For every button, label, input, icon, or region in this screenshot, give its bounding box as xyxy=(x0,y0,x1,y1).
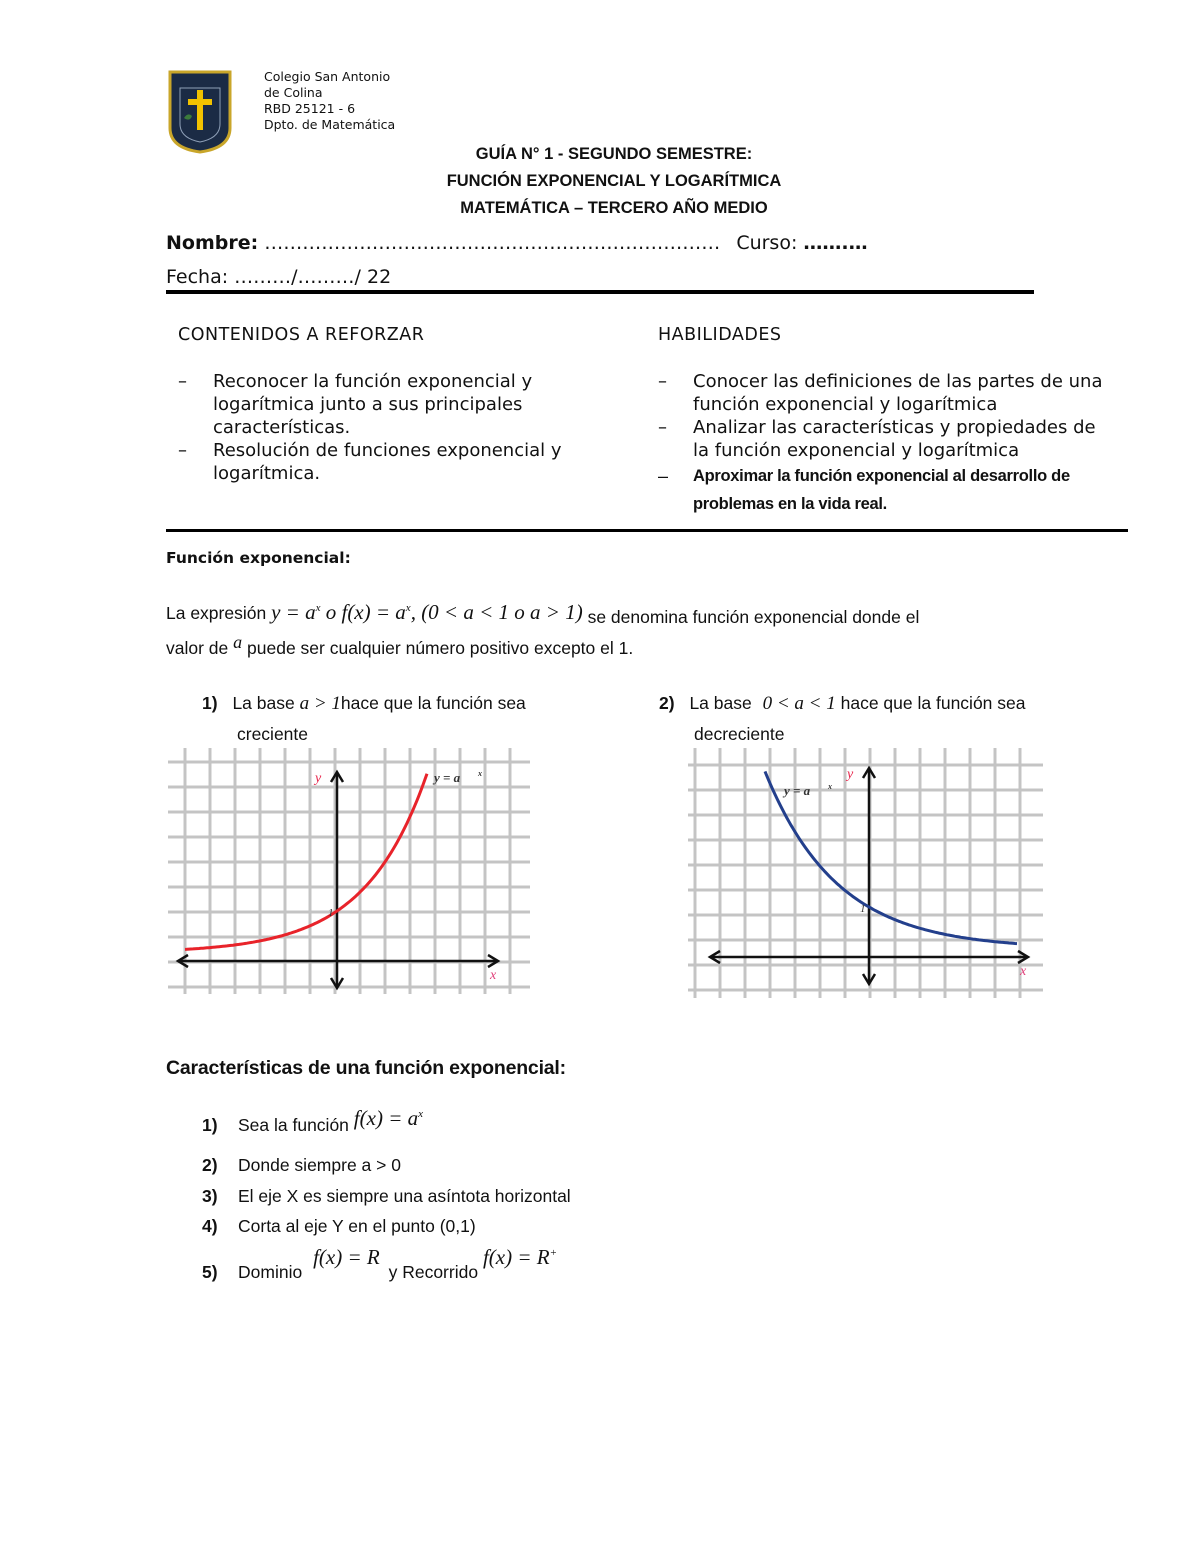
text: hace que la función sea xyxy=(840,693,1026,713)
item-text: Corta al eje Y en el punto (0,1) xyxy=(238,1216,476,1236)
formula xyxy=(271,600,583,624)
math: , (0 < a < 1 o a > 1) xyxy=(410,600,583,624)
decay-graph xyxy=(688,748,1043,998)
guide-subject: FUNCIÓN EXPONENCIAL Y LOGARÍTMICA xyxy=(446,172,782,190)
x-axis-label: x xyxy=(490,968,497,983)
item-number: 2) xyxy=(202,1155,218,1175)
characteristic-item xyxy=(202,1216,476,1237)
exponent: + xyxy=(549,1247,558,1259)
case-decay xyxy=(659,693,1026,715)
section-heading-function: Función exponencial: xyxy=(166,549,351,567)
item-number: 1) xyxy=(202,1115,218,1135)
school-department: Dpto. de Matemática xyxy=(264,117,396,132)
item-number: 3) xyxy=(202,1186,218,1206)
curve-label: y = a xyxy=(434,770,461,785)
school-info xyxy=(264,69,395,133)
characteristic-item xyxy=(202,1106,423,1137)
x-axis-label: x xyxy=(1020,964,1027,979)
item-text: El eje X es siempre una asíntota horizontal xyxy=(238,1186,571,1206)
item-number: 5) xyxy=(202,1262,218,1282)
item-text: Donde siempre a > 0 xyxy=(238,1155,401,1175)
definition-line-2 xyxy=(166,632,634,659)
text: La base xyxy=(232,693,295,713)
skills-item: – Conocer las definiciones de las partes de una función exponencial y logarítmica xyxy=(658,371,1103,415)
characteristic-item xyxy=(202,1186,571,1207)
case-growth-word: creciente xyxy=(237,724,309,744)
curve-label: y = a xyxy=(784,783,811,798)
course-label: Curso: xyxy=(736,232,798,254)
skills-item-text: Conocer las definiciones de las partes de una función exponencial y logarítmica xyxy=(693,371,1103,415)
guide-level: MATEMÁTICA – TERCERO AÑO MEDIO xyxy=(460,199,768,217)
contents-item: – Reconocer la función exponencial y logarítmica junto a sus principales características. xyxy=(178,371,533,438)
item-text: Sea la función xyxy=(238,1115,349,1135)
intercept-label: 1 xyxy=(328,907,334,919)
exponent: x xyxy=(315,602,321,614)
formula-range xyxy=(483,1245,557,1269)
characteristic-item xyxy=(202,1245,558,1282)
text: La base xyxy=(689,693,752,713)
case-growth xyxy=(202,693,526,715)
contents-item-text: Reconocer la función exponencial y logarítmica junto a sus principales características. xyxy=(213,371,533,438)
skills-item: – Analizar las características y propiedades de la función exponencial y logarítmica xyxy=(658,417,1096,461)
math: a > 1 xyxy=(299,693,341,714)
characteristic-item xyxy=(202,1155,401,1176)
date-label: Fecha xyxy=(166,266,222,288)
item-text: Dominio xyxy=(238,1262,303,1282)
math: 0 < a < 1 xyxy=(762,693,836,714)
school-name: Colegio San Antonio xyxy=(264,69,391,84)
skills-heading: HABILIDADES xyxy=(658,325,782,345)
formula-domain: f(x) = R xyxy=(313,1245,380,1269)
contents-divider xyxy=(166,529,1128,532)
case-decay-word: decreciente xyxy=(694,724,785,744)
case-number: 2) xyxy=(659,693,675,713)
text: valor de xyxy=(166,638,229,658)
contents-list xyxy=(178,370,598,485)
skills-list xyxy=(658,370,1113,518)
skills-item-text: Aproximar la función exponencial al desarrollo de problemas en la vida real. xyxy=(693,467,1070,513)
math: f(x) = a xyxy=(353,1106,419,1130)
date-line xyxy=(166,266,391,288)
text: puede ser cualquier número positivo excepto el 1. xyxy=(247,638,634,658)
skills-item-text: Analizar las características y propiedades de la función exponencial y logarítmica xyxy=(693,417,1096,461)
exponent: x xyxy=(418,1108,423,1120)
item-text: y Recorrido xyxy=(388,1262,479,1282)
exponent: x xyxy=(405,602,411,614)
text: La expresión xyxy=(166,603,267,623)
y-axis-label: y xyxy=(847,767,854,782)
formula xyxy=(354,1106,423,1130)
contents-item-text: Resolución de funciones exponencial y logarítmica. xyxy=(213,440,562,484)
intercept-label: 1 xyxy=(860,903,866,915)
school-location: de Colina xyxy=(264,85,323,100)
case-number: 1) xyxy=(202,693,218,713)
school-logo xyxy=(168,70,232,154)
name-label: Nombre: xyxy=(166,232,259,254)
contents-item: – Resolución de funciones exponencial y logarítmica. xyxy=(178,440,562,484)
curve-label-exponent: x xyxy=(828,782,832,791)
contents-heading: CONTENIDOS A REFORZAR xyxy=(178,325,425,345)
definition-line-1 xyxy=(166,600,919,625)
math: o f(x) = a xyxy=(320,600,406,624)
text: hace que la función sea xyxy=(340,693,526,713)
course-field[interactable]: …….… xyxy=(803,232,868,254)
item-number: 4) xyxy=(202,1216,218,1236)
math: f(x) = R xyxy=(482,1245,550,1269)
date-field[interactable]: : ………/………/ 22 xyxy=(221,266,392,288)
name-line xyxy=(166,232,868,254)
math: a xyxy=(233,632,243,652)
name-field[interactable]: ……………………………………………………………… xyxy=(264,232,721,254)
y-axis-label: y xyxy=(315,771,322,786)
math: y = a xyxy=(271,600,316,624)
section-heading-characteristics: Características de una función exponencial: xyxy=(166,1057,566,1079)
school-rbd: RBD 25121 - 6 xyxy=(264,101,356,116)
growth-graph xyxy=(168,748,530,994)
curve-label-exponent: x xyxy=(478,769,482,778)
text: se denomina función exponencial donde el xyxy=(587,607,920,627)
skills-item: – Aproximar la función exponencial al desarrollo de problemas en la vida real. xyxy=(658,466,1070,513)
header-divider xyxy=(166,290,1034,294)
guide-title: GUÍA N° 1 - SEGUNDO SEMESTRE: xyxy=(475,145,753,163)
